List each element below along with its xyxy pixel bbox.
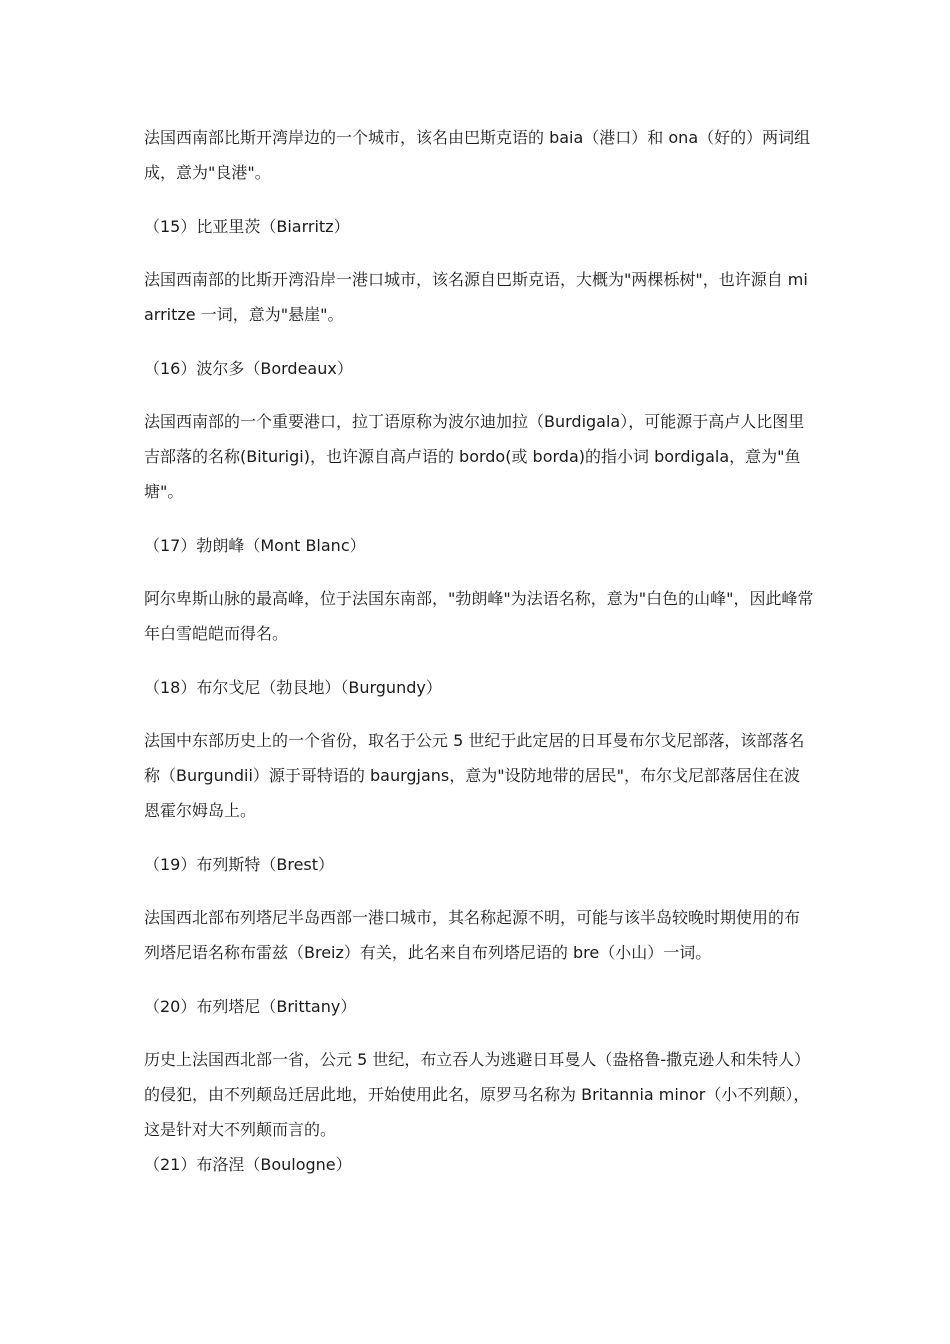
paragraph-brest-description: 法国西北部布列塔尼半岛西部一港口城市，其名称起源不明，可能与该半岛较晚时期使用的布列塔尼语名称布雷兹（Breiz）有关，此名来自布列塔尼语的 bre（小山）一词。 xyxy=(144,908,801,962)
paragraph-biarritz-description: 法国西南部的比斯开湾沿岸一港口城市，该名源自巴斯克语，大概为"两棵栎树"，也许源自 miarritze 一词，意为"悬崖"。 xyxy=(144,270,808,324)
entry-heading-19: （19）布列斯特（Brest） xyxy=(144,855,335,874)
paragraph-bayonne-description: 法国西南部比斯开湾岸边的一个城市，该名由巴斯克语的 baia（港口）和 ona（好的）两词组成，意为"良港"。 xyxy=(144,128,811,182)
entry-heading-16: （16）波尔多（Bordeaux） xyxy=(144,359,353,378)
document-body xyxy=(144,120,814,1182)
entry-heading-18: （18）布尔戈尼（勃艮地）（Burgundy） xyxy=(144,678,442,697)
paragraph-bordeaux-description: 法国西南部的一个重要港口，拉丁语原称为波尔迪加拉（Burdigala），可能源于高卢人比图里吉部落的名称(Biturigi)，也许源自高卢语的 bordo(或 borda)的指小词 bordigala，意为"鱼塘"。 xyxy=(144,412,805,501)
paragraph-burgundy-description: 法国中东部历史上的一个省份，取名于公元 5 世纪于此定居的日耳曼布尔戈尼部落，该部落名称（Burgundii）源于哥特语的 baurgjans，意为"设防地带的居民"，布尔戈尼部落居住在波恩霍尔姆岛上。 xyxy=(144,731,805,820)
entry-heading-20: （20）布列塔尼（Brittany） xyxy=(144,997,357,1016)
paragraph-mont-blanc-description: 阿尔卑斯山脉的最高峰，位于法国东南部，"勃朗峰"为法语名称，意为"白色的山峰"，因此峰常年白雪皑皑而得名。 xyxy=(144,589,814,643)
paragraph-brittany-description: 历史上法国西北部一省，公元 5 世纪，布立吞人为逃避日耳曼人（盎格鲁-撒克逊人和朱特人）的侵犯，由不列颠岛迁居此地，开始使用此名，原罗马名称为 Britannia minor（小不列颠），这是针对大不列颠而言的。 xyxy=(144,1050,811,1139)
entry-heading-17: （17）勃朗峰（Mont Blanc） xyxy=(144,536,366,555)
entry-heading-21: （21）布洛涅（Boulogne） xyxy=(144,1155,352,1174)
entry-heading-15: （15）比亚里茨（Biarritz） xyxy=(144,217,350,236)
